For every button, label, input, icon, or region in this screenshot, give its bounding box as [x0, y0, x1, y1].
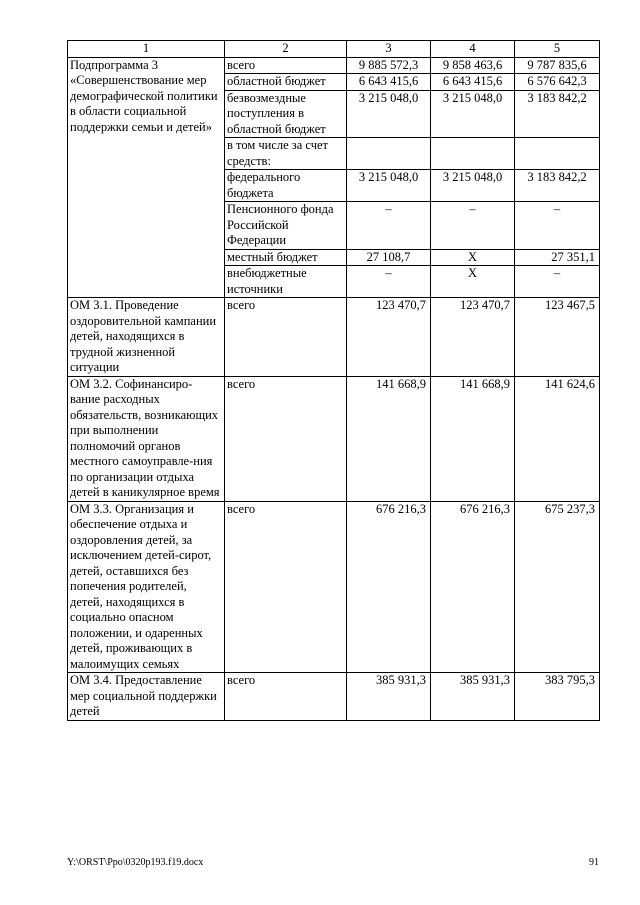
value-col5	[515, 138, 600, 170]
value-col3: 141 668,9	[347, 376, 431, 501]
funding-source-label: всего	[225, 376, 347, 501]
value-col5: 141 624,6	[515, 376, 600, 501]
funding-source-label: внебюджетные источники	[225, 266, 347, 298]
budget-table	[67, 40, 600, 721]
footer-file-path: Y:\ORST\Ppo\0320p193.f19.docx	[67, 857, 204, 868]
page-number: 91	[589, 857, 599, 868]
header-row	[68, 41, 600, 58]
funding-source-label: безвозмездные поступления в областной бюджет	[225, 90, 347, 138]
measure-title: ОМ 3.3. Организация и обеспечение отдыха и оздоровления детей, за исключением детей-сирот, детей, оставшихся без попечения родителей, детей, находящихся в социально опасном положении, и одаренных детей, проживающих в малоимущих семьях	[68, 501, 225, 673]
funding-source-label: всего	[225, 57, 347, 74]
funding-source-label: областной бюджет	[225, 74, 347, 91]
value-col4: 676 216,3	[431, 501, 515, 673]
value-col5: 383 795,3	[515, 673, 600, 721]
value-col3	[347, 138, 431, 170]
value-col3: 123 470,7	[347, 298, 431, 377]
value-col4: 385 931,3	[431, 673, 515, 721]
table-row	[68, 501, 600, 673]
value-col5: 123 467,5	[515, 298, 600, 377]
funding-source-label: местный бюджет	[225, 249, 347, 266]
value-col3: 3 215 048,0	[347, 170, 431, 202]
value-col3: –	[347, 266, 431, 298]
value-col4: 3 215 048,0	[431, 90, 515, 138]
value-col5: –	[515, 266, 600, 298]
measure-title: ОМ 3.1. Проведение оздоровительной кампании детей, находящихся в трудной жизненной ситуации	[68, 298, 225, 377]
value-col3: 3 215 048,0	[347, 90, 431, 138]
value-col4: 141 668,9	[431, 376, 515, 501]
value-col4: 123 470,7	[431, 298, 515, 377]
funding-source-label: всего	[225, 673, 347, 721]
table-row	[68, 376, 600, 501]
funding-source-label: федерального бюджета	[225, 170, 347, 202]
funding-source-label: всего	[225, 298, 347, 377]
funding-source-label: всего	[225, 501, 347, 673]
col-header-1: 1	[68, 41, 225, 58]
table-row	[68, 57, 600, 74]
funding-source-label: Пенсионного фонда Российской Федерации	[225, 202, 347, 250]
table-row	[68, 673, 600, 721]
value-col3: 676 216,3	[347, 501, 431, 673]
col-header-3: 3	[347, 41, 431, 58]
col-header-4: 4	[431, 41, 515, 58]
value-col4: –	[431, 202, 515, 250]
col-header-2: 2	[225, 41, 347, 58]
value-col4: 9 858 463,6	[431, 57, 515, 74]
value-col5: 675 237,3	[515, 501, 600, 673]
table-row	[68, 298, 600, 377]
measure-title: ОМ 3.2. Софинансиро-вание расходных обязательств, возникающих при выполнении полномочий органов местного самоуправле-ния по организации отдыха детей в каникулярное время	[68, 376, 225, 501]
value-col3: 9 885 572,3	[347, 57, 431, 74]
subprogram-title: Подпрограмма 3 «Совершенствование мер демографической политики в области социальной поддержки семьи и детей»	[68, 57, 225, 298]
value-col5: 6 576 642,3	[515, 74, 600, 91]
funding-source-label: в том числе за счет средств:	[225, 138, 347, 170]
value-col4: 6 643 415,6	[431, 74, 515, 91]
value-col3: –	[347, 202, 431, 250]
value-col3: 6 643 415,6	[347, 74, 431, 91]
value-col3: 385 931,3	[347, 673, 431, 721]
value-col5: –	[515, 202, 600, 250]
value-col3: 27 108,7	[347, 249, 431, 266]
value-col5: 3 183 842,2	[515, 90, 600, 138]
value-col4	[431, 138, 515, 170]
value-col4: 3 215 048,0	[431, 170, 515, 202]
measure-title: ОМ 3.4. Предоставление мер социальной поддержки детей	[68, 673, 225, 721]
value-col5: 27 351,1	[515, 249, 600, 266]
value-col4: Х	[431, 249, 515, 266]
value-col4: Х	[431, 266, 515, 298]
col-header-5: 5	[515, 41, 600, 58]
value-col5: 3 183 842,2	[515, 170, 600, 202]
value-col5: 9 787 835,6	[515, 57, 600, 74]
